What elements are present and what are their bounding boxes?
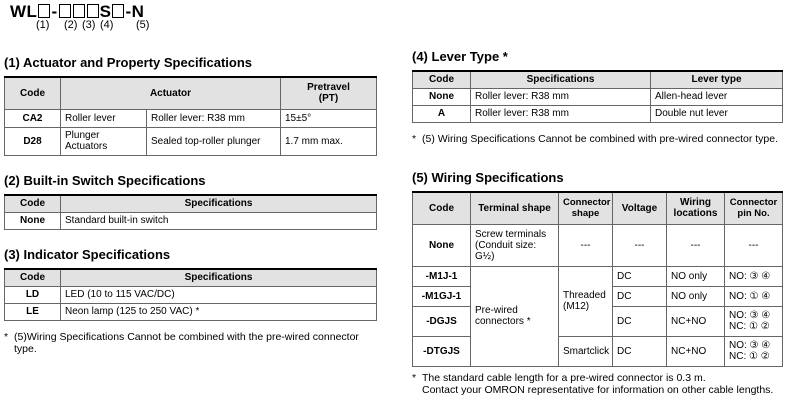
cell-code: A — [413, 105, 471, 122]
cell-smartclick: Smartclick — [559, 336, 613, 366]
cell-pin: NO: ③ ④ — [725, 266, 783, 286]
cell-actuator-type: Plunger Actuators — [61, 127, 147, 155]
cell-wiring: NC+NO — [667, 306, 725, 336]
switch-table — [4, 194, 377, 230]
table-header — [413, 192, 783, 224]
cell-voltage: DC — [613, 266, 667, 286]
cell-wiring: NO only — [667, 266, 725, 286]
table-row — [413, 105, 783, 122]
lever-footnote — [412, 133, 782, 145]
cell-actuator-detail: Sealed top-roller plunger — [147, 127, 281, 155]
header-code: Code — [5, 195, 61, 212]
cell-pin: NO: ① ④ — [725, 286, 783, 306]
cell-actuator-detail: Roller lever: R38 mm — [147, 109, 281, 127]
table-row — [5, 286, 377, 303]
cell-terminal-shape: Screw terminals (Conduit size: G½) — [471, 224, 559, 266]
header-wiring-locations: Wiring locations — [667, 192, 725, 224]
cell-wiring: --- — [667, 224, 725, 266]
footnote-text: The standard cable length for a pre-wired connector is 0.3 m. Contact your OMRON representative for information on other cable lengths. — [422, 372, 774, 396]
section-3-title: (3) Indicator Specifications — [4, 247, 171, 262]
cell-wiring: NO only — [667, 286, 725, 306]
section-5-title: (5) Wiring Specifications — [412, 170, 564, 185]
table-header — [413, 71, 783, 88]
table-row — [5, 212, 377, 229]
header-terminal-shape: Terminal shape — [471, 192, 559, 224]
actuator-table — [4, 76, 377, 156]
cell-code: CA2 — [5, 109, 61, 127]
footnote-star: * — [412, 133, 417, 145]
table-row — [5, 303, 377, 320]
model-box-2 — [59, 4, 71, 18]
table-row — [5, 127, 377, 155]
model-num-3: (3) — [82, 19, 96, 31]
cell-spec: Standard built-in switch — [61, 212, 377, 229]
header-spec: Specifications — [471, 71, 651, 88]
cell-pin: NO: ③ ④ NC: ① ② — [725, 306, 783, 336]
model-suffix: -N — [125, 2, 145, 21]
section-4-title: (4) Lever Type * — [412, 49, 508, 64]
cell-code: -M1J-1 — [413, 266, 471, 286]
section-2-title: (2) Built-in Switch Specifications — [4, 173, 206, 188]
header-voltage: Voltage — [613, 192, 667, 224]
cell-spec: LED (10 to 115 VAC/DC) — [61, 286, 377, 303]
cell-lever-type: Double nut lever — [651, 105, 783, 122]
footnote-text: (5)Wiring Specifications Cannot be combined with the pre-wired connector type. — [14, 331, 359, 355]
table-header — [5, 77, 377, 109]
header-code: Code — [5, 269, 61, 286]
section-1-title: (1) Actuator and Property Specifications — [4, 55, 253, 70]
model-prefix: WL — [10, 2, 38, 21]
header-lever-type: Lever type — [651, 71, 783, 88]
footnote-star: * — [412, 372, 417, 384]
cell-lever-type: Allen-head lever — [651, 88, 783, 105]
indicator-footnote — [4, 331, 376, 355]
cell-connector-shape: --- — [559, 224, 613, 266]
cell-code: None — [5, 212, 61, 229]
cell-code: None — [413, 88, 471, 105]
lever-table — [412, 70, 783, 123]
cell-threaded: Threaded (M12) — [559, 266, 613, 336]
cell-voltage: DC — [613, 286, 667, 306]
cell-voltage: --- — [613, 224, 667, 266]
model-box-1 — [38, 4, 50, 18]
header-code: Code — [413, 71, 471, 88]
header-connector-pin: Connector pin No. — [725, 192, 783, 224]
table-header — [5, 195, 377, 212]
header-code: Code — [413, 192, 471, 224]
model-num-5: (5) — [136, 19, 150, 31]
header-spec: Specifications — [61, 195, 377, 212]
footnote-text: (5) Wiring Specifications Cannot be combined with pre-wired connector type. — [422, 133, 779, 145]
cell-voltage: DC — [613, 336, 667, 366]
cell-code: LE — [5, 303, 61, 320]
header-connector-shape: Connector shape — [559, 192, 613, 224]
table-row — [413, 224, 783, 266]
cell-pretravel: 15±5° — [281, 109, 377, 127]
model-box-4 — [87, 4, 99, 18]
wiring-table — [412, 191, 783, 367]
model-box-5 — [112, 4, 124, 18]
table-row — [413, 88, 783, 105]
cell-pretravel: 1.7 mm max. — [281, 127, 377, 155]
cell-code: D28 — [5, 127, 61, 155]
header-pretravel: Pretravel (PT) — [281, 77, 377, 109]
cell-code: None — [413, 224, 471, 266]
table-row — [5, 109, 377, 127]
cell-pin: NO: ③ ④ NC: ① ② — [725, 336, 783, 366]
cell-wiring: NC+NO — [667, 336, 725, 366]
cell-code: LD — [5, 286, 61, 303]
cell-spec: Roller lever: R38 mm — [471, 88, 651, 105]
wiring-footnote — [412, 372, 784, 396]
cell-code: -M1GJ-1 — [413, 286, 471, 306]
model-num-4: (4) — [100, 19, 114, 31]
table-row — [413, 266, 783, 286]
footnote-star: * — [4, 331, 9, 343]
header-actuator: Actuator — [61, 77, 281, 109]
table-row — [413, 336, 783, 366]
model-box-3 — [73, 4, 85, 18]
cell-spec: Roller lever: R38 mm — [471, 105, 651, 122]
cell-voltage: DC — [613, 306, 667, 336]
header-spec: Specifications — [61, 269, 377, 286]
model-s: S — [99, 2, 112, 21]
cell-code: -DTGJS — [413, 336, 471, 366]
model-num-2: (2) — [64, 19, 78, 31]
cell-code: -DGJS — [413, 306, 471, 336]
table-header — [5, 269, 377, 286]
header-code: Code — [5, 77, 61, 109]
model-dash: - — [51, 2, 58, 21]
indicator-table — [4, 268, 377, 321]
model-num-1: (1) — [36, 19, 50, 31]
cell-spec: Neon lamp (125 to 250 VAC) * — [61, 303, 377, 320]
cell-pin: --- — [725, 224, 783, 266]
cell-actuator-type: Roller lever — [61, 109, 147, 127]
cell-prewired: Pre-wired connectors * — [471, 266, 559, 366]
